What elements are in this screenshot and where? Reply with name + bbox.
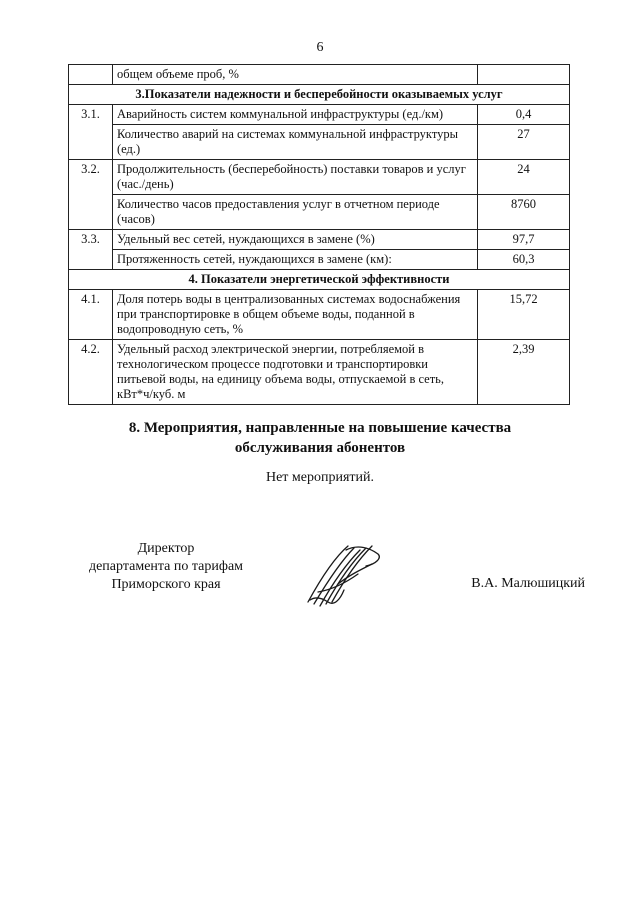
table-row: [69, 105, 570, 125]
signer-position: [66, 540, 266, 594]
table-row: [69, 290, 570, 340]
section-4-title: 4. Показатели энергетической эффективности: [69, 270, 570, 290]
table-row: [69, 65, 570, 85]
signer-position-line2: департамента по тарифам: [88, 559, 244, 574]
section-header-row: [69, 270, 570, 290]
section-header-row: [69, 85, 570, 105]
row-label: Протяженность сетей, нуждающихся в замене (км):: [113, 250, 478, 270]
signer-position-line3: Приморского края: [111, 577, 221, 592]
row-value: [478, 65, 570, 85]
table-row: [69, 230, 570, 250]
row-label: Продолжительность (бесперебойность) поставки товаров и услуг (час./день): [113, 160, 478, 195]
measures-heading: [0, 418, 640, 458]
row-number: 3.1.: [69, 105, 113, 160]
row-label: общем объеме проб, %: [113, 65, 478, 85]
table-row: [69, 340, 570, 405]
measures-text: Нет мероприятий.: [265, 470, 375, 485]
handwritten-signature: [300, 540, 390, 612]
row-value: 60,3: [478, 250, 570, 270]
section-3-title: 3.Показатели надежности и бесперебойности оказываемых услуг: [69, 85, 570, 105]
table-row: [69, 125, 570, 160]
measures-heading-line2: обслуживания абонентов: [234, 440, 406, 456]
row-label: Доля потерь воды в централизованных системах водоснабжения при транспортировке в общем объеме воды, поданной в водопроводную сеть, %: [113, 290, 478, 340]
table-row: [69, 250, 570, 270]
page-number: 6: [316, 40, 324, 55]
row-value: 2,39: [478, 340, 570, 405]
row-label: Удельный расход электрической энергии, потребляемой в технологическом процессе подготовки и транспортировки питьевой воды, на единицу объема воды, отпускаемой в сеть, кВт*ч/куб. м: [113, 340, 478, 405]
row-label: Аварийность систем коммунальной инфраструктуры (ед./км): [113, 105, 478, 125]
indicators-table: [68, 64, 570, 405]
row-label: Количество часов предоставления услуг в отчетном периоде (часов): [113, 195, 478, 230]
row-value: 24: [478, 160, 570, 195]
row-number: 4.2.: [69, 340, 113, 405]
table-row: [69, 160, 570, 195]
row-number: 3.3.: [69, 230, 113, 270]
measures-heading-line1: 8. Мероприятия, направленные на повышение качества: [128, 420, 512, 436]
row-value: 15,72: [478, 290, 570, 340]
row-value: 97,7: [478, 230, 570, 250]
row-value: 0,4: [478, 105, 570, 125]
row-number: 3.2.: [69, 160, 113, 230]
row-value: 8760: [478, 195, 570, 230]
row-value: 27: [478, 125, 570, 160]
table-row: [69, 195, 570, 230]
row-number: [69, 65, 113, 85]
row-number: 4.1.: [69, 290, 113, 340]
signer-name: В.А. Малюшицкий: [471, 576, 585, 591]
row-label: Количество аварий на системах коммунальной инфраструктуры (ед.): [113, 125, 478, 160]
signer-position-line1: Директор: [137, 541, 195, 556]
row-label: Удельный вес сетей, нуждающихся в замене (%): [113, 230, 478, 250]
